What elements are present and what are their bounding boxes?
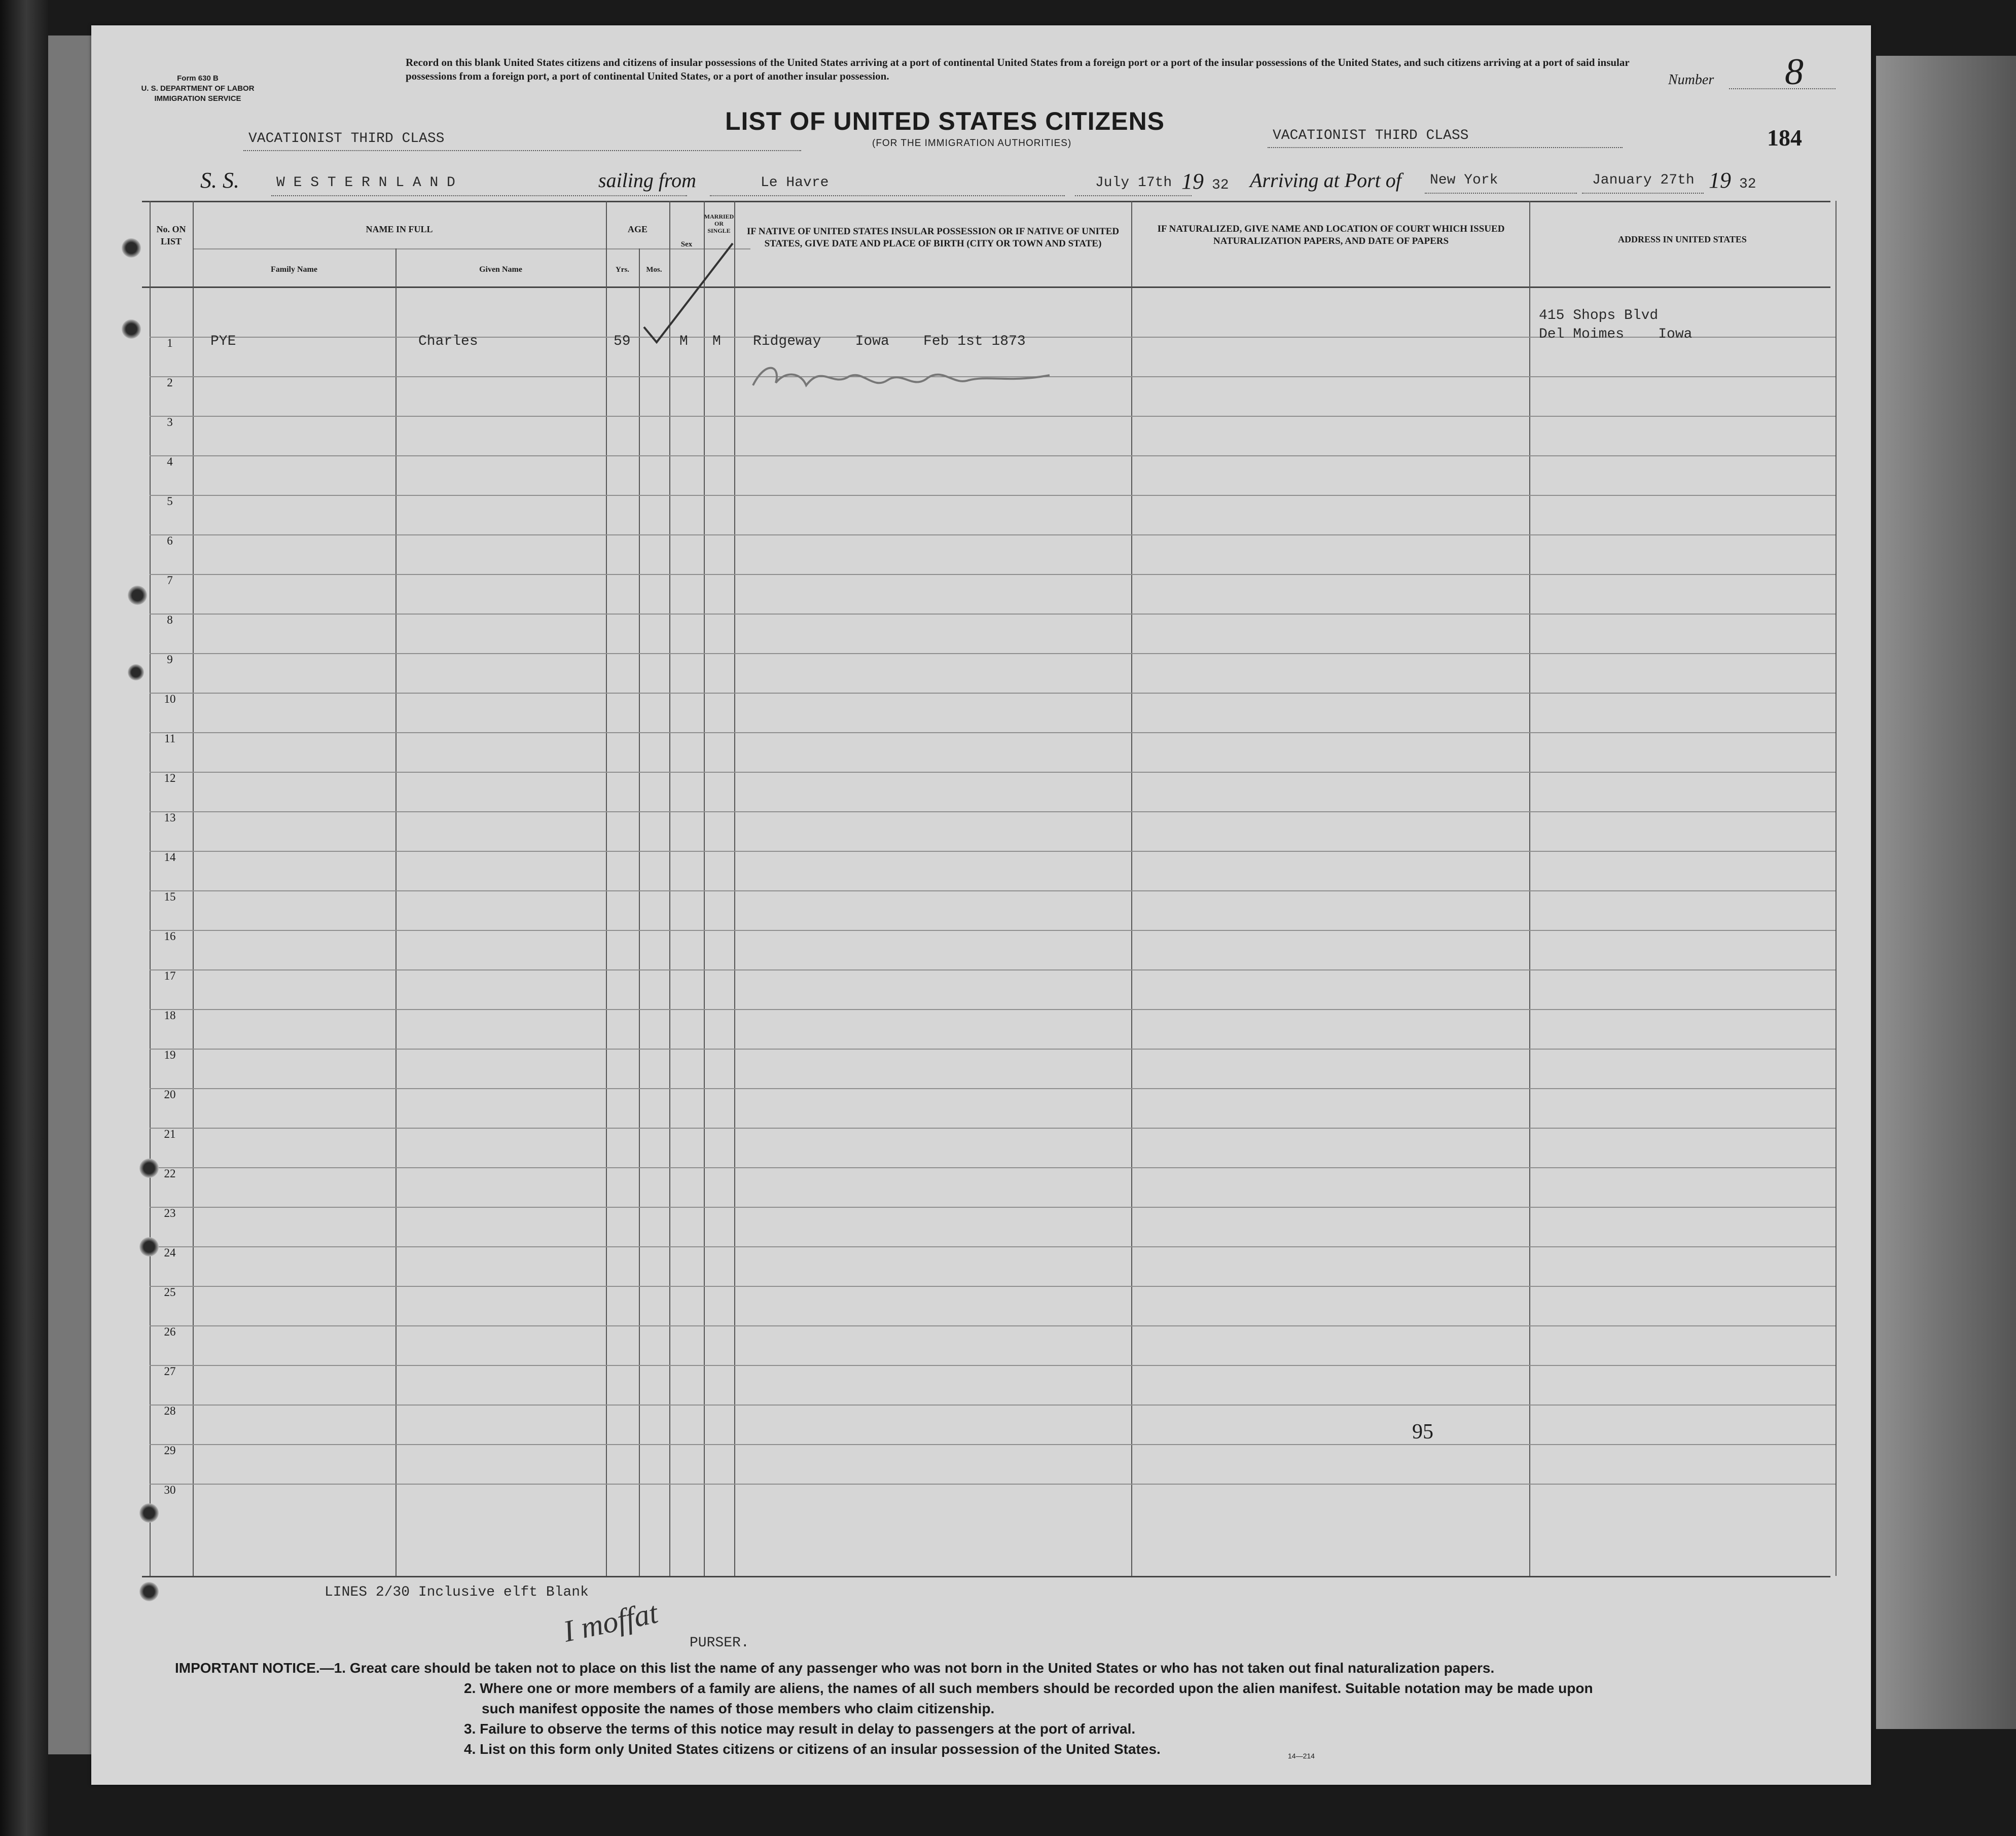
row-number: 6 <box>167 534 173 547</box>
ss-label: S. S. <box>200 168 239 193</box>
col-line-3 <box>606 201 607 1576</box>
row-number: 13 <box>164 811 176 824</box>
row-number: 4 <box>167 455 173 468</box>
ship-underline <box>271 195 687 196</box>
arriving-label: Arriving at Port of <box>1250 169 1401 192</box>
row-number: 18 <box>164 1009 176 1022</box>
row-number: 12 <box>164 772 176 784</box>
punch-hole-icon <box>122 319 141 339</box>
header-address: ADDRESS IN UNITED STATES <box>1618 234 1747 244</box>
notice-title: IMPORTANT NOTICE. <box>175 1660 320 1676</box>
handwritten-annotation-icon <box>745 355 1070 401</box>
page-number: 184 <box>1767 125 1802 151</box>
instructions-text: Record on this blank United States citizens and citizens of insular possessions of the United States arriving at a port of continental United States from a foreign port or a port of the insular possessions of the United States, and such citizens arriving at a port of said insular possessions from a foreign port, a port of continental United States, or a port of another insular possession. <box>406 56 1630 82</box>
punch-hole-icon <box>139 1159 159 1178</box>
page-subtitle: (FOR THE IMMIGRATION AUTHORITIES) <box>872 138 1072 149</box>
header-birth: IF NATIVE OF UNITED STATES INSULAR POSSESSION OR IF NATIVE OF UNITED STATES, GIVE DATE AND PLACE OF BIRTH (CITY OR TOWN AND STATE) <box>746 226 1120 249</box>
arrival-date-underline <box>1582 193 1704 194</box>
important-notice <box>175 1658 1593 1759</box>
service-name: IMMIGRATION SERVICE <box>154 94 241 103</box>
notice-1: —1. Great care should be taken not to place on this list the name of any passenger who was not born in the United States or who has not taken out final naturalization papers. <box>319 1660 1495 1676</box>
punch-hole-icon <box>139 1503 159 1523</box>
arrival-year: 32 <box>1739 176 1756 192</box>
notice-2a: 2. Where one or more members of a family are aliens, the names of all such members should be recorded upon the alien manifest. Suitable notation may be made upon <box>464 1680 1593 1696</box>
sailing-port: Le Havre <box>761 175 829 191</box>
form-id <box>132 74 264 104</box>
address-line-2: Del Moimes Iowa <box>1539 327 1693 342</box>
number-value: 8 <box>1785 51 1804 93</box>
year-prefix-1: 19 <box>1181 169 1204 194</box>
sailing-year: 32 <box>1212 177 1229 193</box>
col-line-7 <box>734 201 735 1576</box>
punch-hole-icon <box>122 238 141 258</box>
row-number: 20 <box>164 1088 176 1101</box>
col-line-1 <box>193 201 194 1576</box>
notice-4: 4. List on this form only United States citizens or citizens of an insular possession of the United States. <box>464 1741 1161 1757</box>
form-number: Form 630 B <box>177 74 219 83</box>
row-number: 7 <box>167 574 173 587</box>
header-mos: Mos. <box>646 266 662 274</box>
row-number: 28 <box>164 1405 176 1417</box>
header-given-name: Given Name <box>479 265 522 274</box>
col-line-left <box>150 201 151 1576</box>
col-line-6 <box>704 201 705 1576</box>
row-number: 21 <box>164 1128 176 1140</box>
punch-hole-icon <box>139 1237 159 1256</box>
sailing-date: July 17th <box>1095 175 1172 191</box>
row-number: 29 <box>164 1444 176 1457</box>
arrival-port: New York <box>1430 172 1498 188</box>
header-yrs: Yrs. <box>615 266 630 274</box>
header-naturalized: IF NATURALIZED, GIVE NAME AND LOCATION OF COURT WHICH ISSUED NATURALIZATION PAPERS, AND DATE OF PAPERS <box>1157 224 1505 246</box>
row-number: 16 <box>164 930 176 943</box>
row-number: 2 <box>167 376 173 389</box>
header-sex: Sex <box>680 240 693 248</box>
sailing-from-label: sailing from <box>598 169 696 192</box>
class-right-underline <box>1268 147 1623 148</box>
punch-hole-icon <box>128 586 147 605</box>
scan-border-right <box>1876 56 2016 1729</box>
row-number: 26 <box>164 1325 176 1338</box>
marital-cell: M <box>712 334 721 349</box>
col-line-9 <box>1529 201 1530 1576</box>
punch-hole-icon <box>128 664 144 680</box>
notice-2b: such manifest opposite the names of those members who claim citizenship. <box>482 1701 995 1716</box>
col-line-5 <box>669 201 670 1576</box>
row-number: 17 <box>164 969 176 982</box>
page-title: LIST OF UNITED STATES CITIZENS <box>725 107 1165 135</box>
address-line-1: 415 Shops Blvd <box>1539 308 1659 323</box>
header-age: AGE <box>627 224 647 234</box>
row-number: 24 <box>164 1246 176 1259</box>
stamp-number: 95 <box>1412 1420 1433 1444</box>
header-no-on-list: No. ON LIST <box>156 224 186 246</box>
footer-print-code: 14—214 <box>1288 1752 1315 1760</box>
row-number: 30 <box>164 1484 176 1496</box>
col-line-4 <box>639 248 640 1576</box>
row-number: 23 <box>164 1207 176 1219</box>
birth-cell: Ridgeway Iowa Feb 1st 1873 <box>753 334 1026 349</box>
row-number: 9 <box>167 653 173 666</box>
family-name-cell: PYE <box>210 334 236 349</box>
notice-3: 3. Failure to observe the terms of this notice may result in delay to passengers at the port of arrival. <box>464 1721 1136 1737</box>
header-name-in-full: NAME IN FULL <box>366 224 433 234</box>
row-number: 1 <box>167 337 173 349</box>
table-bottom-border <box>142 1576 1830 1577</box>
number-label: Number <box>1668 72 1714 88</box>
manifest-page <box>91 25 1871 1785</box>
row-number: 14 <box>164 851 176 863</box>
purser-signature: I moffat <box>560 1596 661 1648</box>
header-family-name: Family Name <box>271 265 317 274</box>
lines-blank-note: LINES 2/30 Inclusive elft Blank <box>325 1585 589 1600</box>
col-line-right <box>1835 201 1837 1576</box>
class-left: VACATIONIST THIRD CLASS <box>248 131 445 147</box>
department-name: U. S. DEPARTMENT OF LABOR <box>141 84 255 93</box>
sailing-date-underline <box>1075 195 1192 196</box>
col-line-8 <box>1131 201 1132 1576</box>
row-number: 15 <box>164 890 176 903</box>
col-line-2 <box>395 248 397 1576</box>
arrival-date: January 27th <box>1592 172 1695 188</box>
row-number: 25 <box>164 1286 176 1299</box>
row-number: 10 <box>164 693 176 705</box>
row-number: 11 <box>164 732 176 745</box>
class-left-underline <box>243 150 801 151</box>
arrival-port-underline <box>1425 193 1577 194</box>
class-right: VACATIONIST THIRD CLASS <box>1273 128 1469 143</box>
table-top-border <box>142 201 1830 202</box>
sailing-port-underline <box>710 195 1065 196</box>
given-name-cell: Charles <box>418 334 478 349</box>
row-number: 27 <box>164 1365 176 1378</box>
row-number: 5 <box>167 495 173 508</box>
row-number: 22 <box>164 1167 176 1180</box>
year-prefix-2: 19 <box>1709 168 1731 193</box>
header-married-or-single: MARRIED OR SINGLE <box>704 213 734 234</box>
ship-name: W E S T E R N L A N D <box>276 175 455 191</box>
age-years-cell: 59 <box>614 334 631 349</box>
punch-hole-icon <box>139 1582 159 1601</box>
row-number: 8 <box>167 614 173 626</box>
row-number: 19 <box>164 1049 176 1061</box>
scan-border-left <box>0 0 48 1836</box>
number-underline <box>1729 88 1835 89</box>
sex-cell: M <box>679 334 688 349</box>
row-number: 3 <box>167 416 173 428</box>
purser-label: PURSER. <box>690 1635 749 1651</box>
check-mark-icon <box>639 238 740 355</box>
